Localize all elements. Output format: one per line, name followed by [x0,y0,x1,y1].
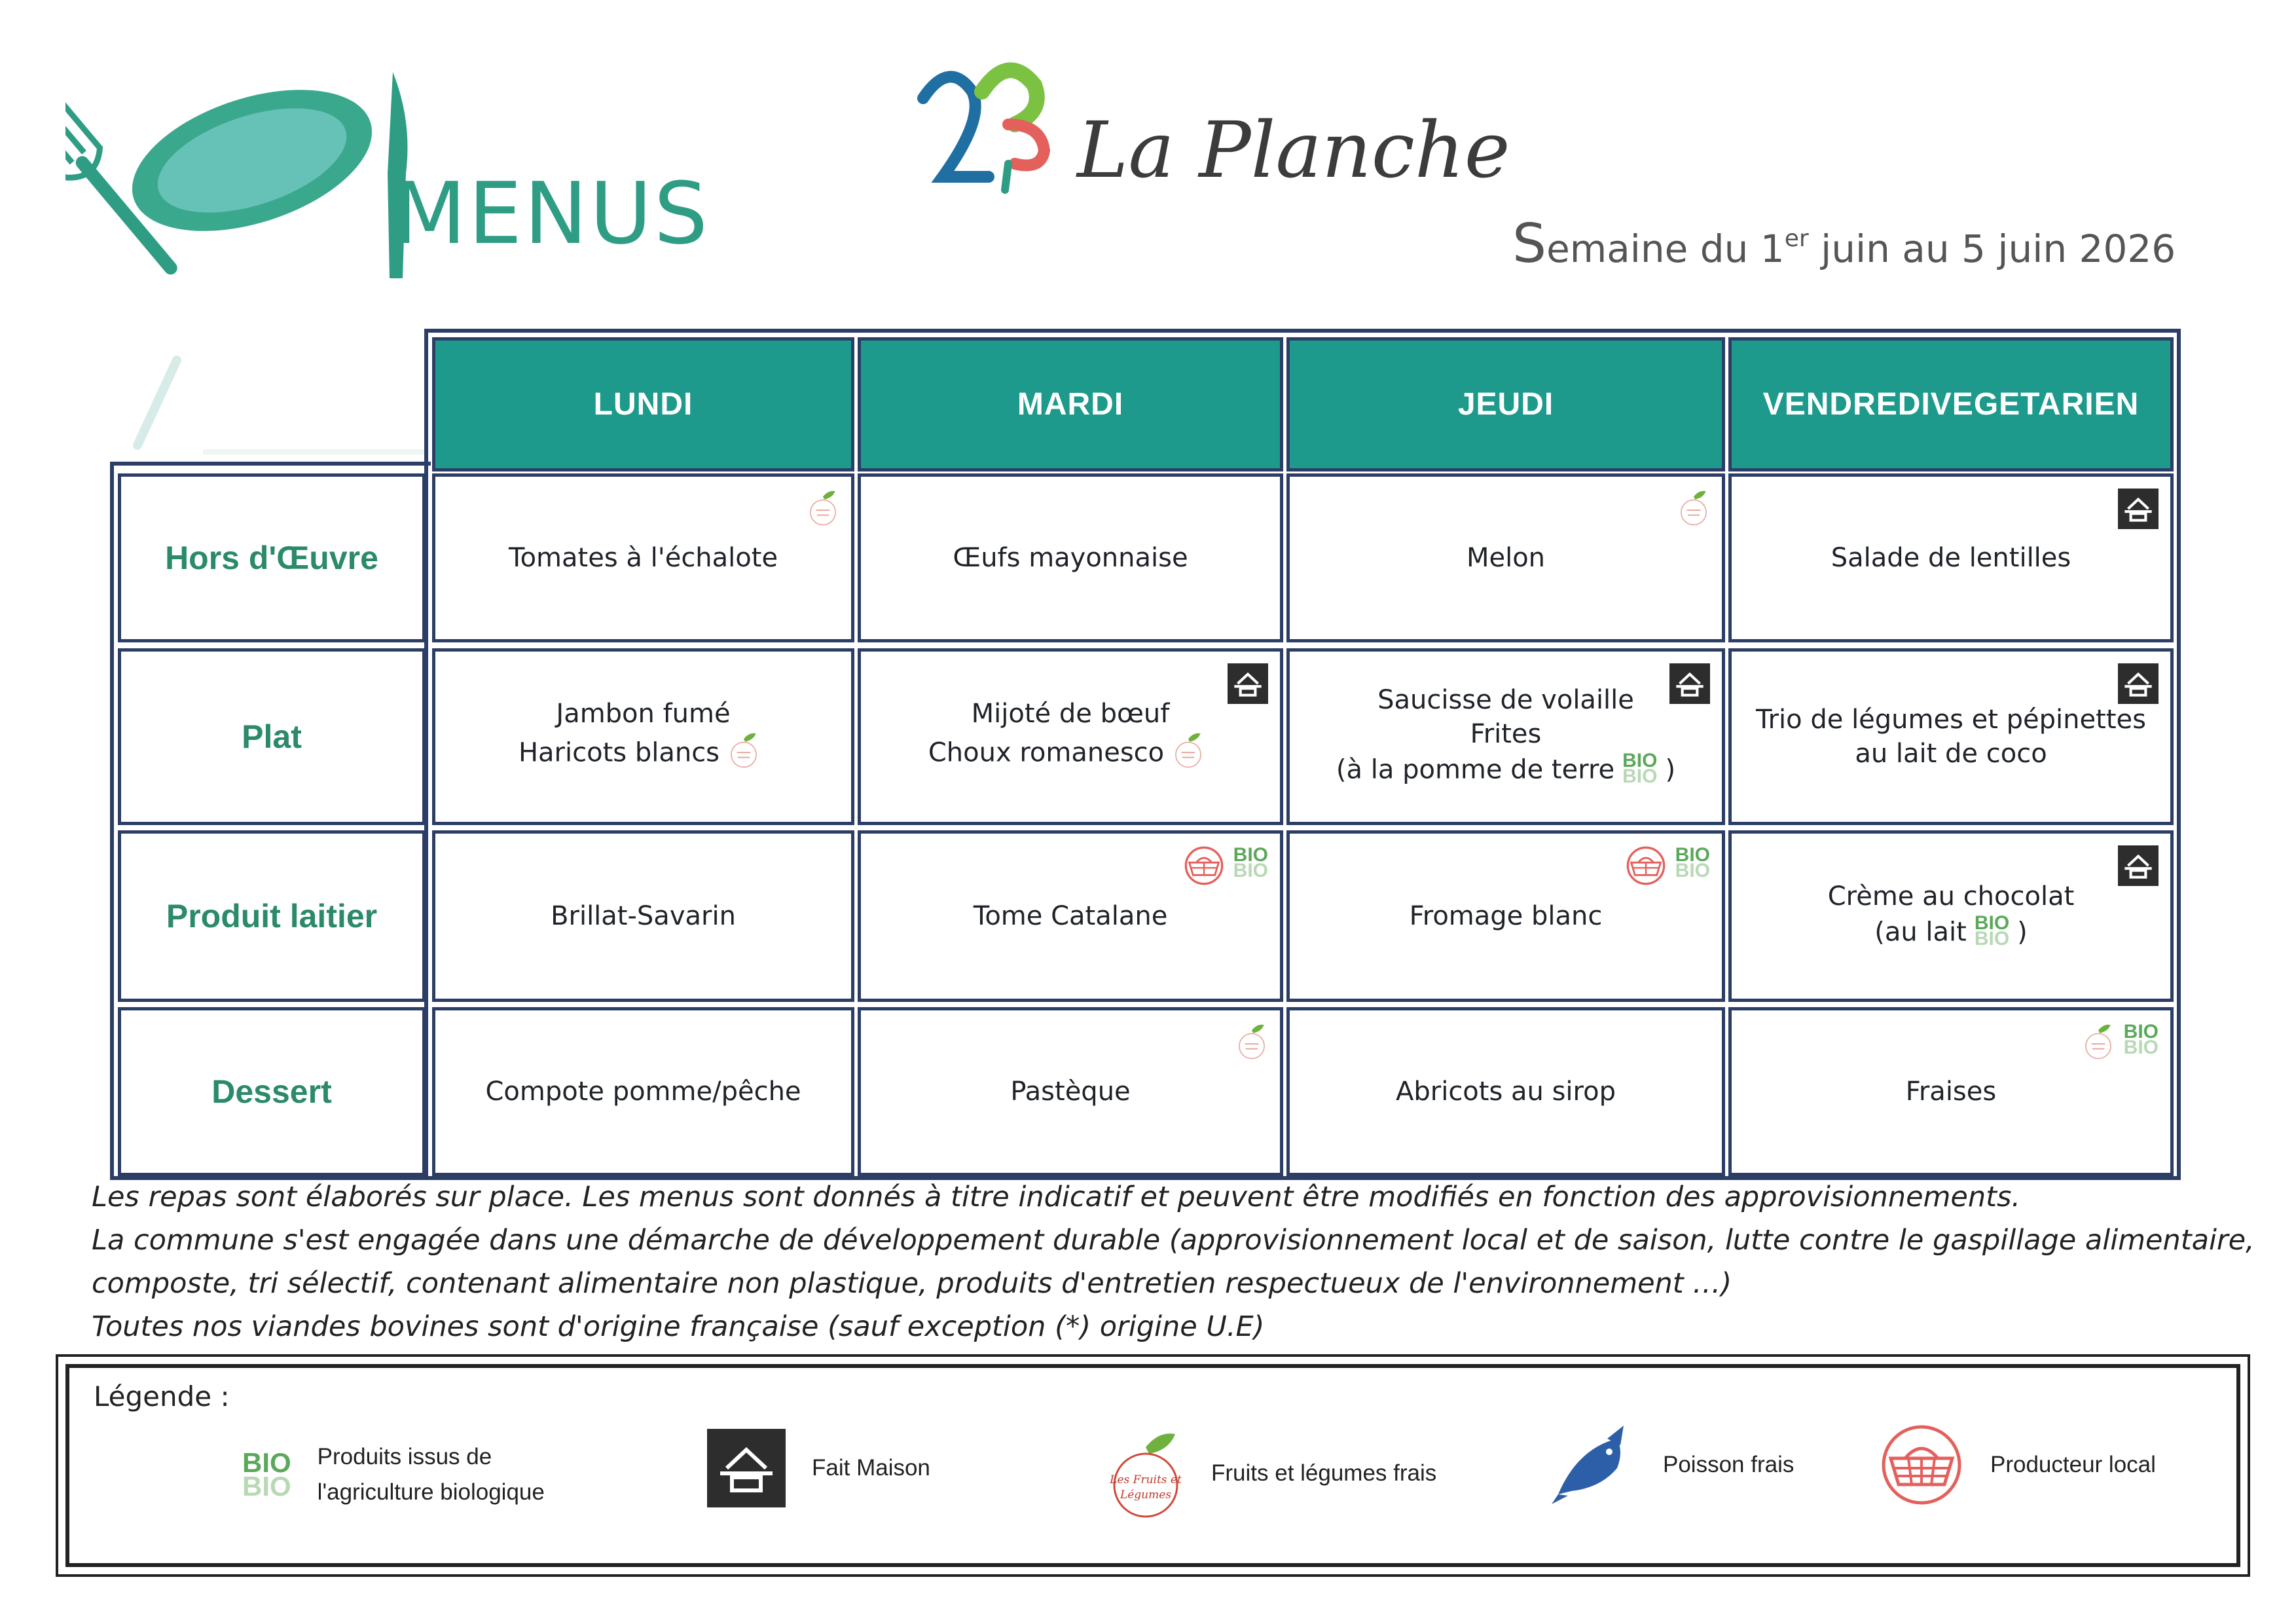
menu-cell [1286,473,1725,642]
cell-badges [1184,845,1268,886]
dish-line [1756,737,2146,771]
legend-item-label: Fait Maison [812,1454,930,1481]
fait-maison-icon [2118,489,2159,529]
day-header [1728,337,2174,471]
legend-item-fruits-legumes [1106,1428,1436,1519]
dish-name: Tome Catalane [973,901,1168,931]
menu-cell [1286,830,1725,1002]
dish-text [1831,541,2071,575]
legend-title: Légende : [94,1380,230,1412]
dish-name: Pastèque [1010,1077,1131,1107]
cell-badges [807,489,839,526]
cell-badges [1235,1022,1268,1060]
dish-line [519,697,768,731]
note-line: La commune s'est engagée dans une démarche de développement durable (approvisionnement local et de saison, lutte contre le gaspillage alimentaire, [92,1224,2255,1257]
fruit-legume-icon [1235,1022,1268,1060]
menu-cell [1728,473,2174,642]
fruit-icon-text: Les Fruits et [1110,1473,1182,1486]
legend-item-label: Poisson frais [1663,1451,1795,1477]
cell-badges [1669,663,1710,704]
dish-name: Haricots blancs [518,737,720,767]
bio-icon-shadow: BIO [2123,1037,2159,1058]
dish-line [1906,1075,1996,1109]
dish-name: Compote pomme/pêche [485,1077,801,1107]
note-line: Toutes nos viandes bovines sont d'origine française (sauf exception (*) origine U.E) [92,1310,1265,1343]
cell-badges [2082,1022,2159,1060]
row-label-text: Produit laitier [166,898,378,934]
row-label [118,1007,426,1176]
legend-item-label [318,1439,545,1511]
faint-decoration [124,354,452,458]
dish-line [1010,1075,1130,1109]
dish-text [953,541,1188,575]
cell-badges [1228,663,1268,704]
la-planche-logo [910,52,1067,203]
menu-cell [858,1007,1283,1176]
dish-line [1828,913,2075,953]
dish-name: Mijoté de bœuf [971,698,1170,729]
dish-text [1396,1075,1616,1109]
menu-cell [432,473,854,642]
dish-line [1756,703,2146,737]
day-header-label: VENDREDI [1762,386,1931,422]
legend-item-bio [242,1439,545,1511]
dish-text [519,697,768,777]
legend-item-line: l'agriculture biologique [317,1479,545,1505]
dish-line [974,899,1168,933]
dish-text [974,899,1168,933]
dish-text [1336,683,1675,791]
dish-name: ) [1665,754,1676,784]
dish-name: Brillat-Savarin [551,901,736,931]
dish-line [928,697,1212,731]
dish-text [1828,879,2075,953]
dish-name: Crème au chocolat [1827,881,2075,912]
dish-text [551,899,736,933]
dish-name: Salade de lentilles [1831,543,2071,573]
menus-title-text: MENUS [393,164,710,263]
dish-line [1336,751,1675,791]
dish-line [1396,1075,1616,1109]
menu-cell [432,648,854,825]
dish-line [519,731,768,777]
bio-icon-shadow: BIO [1675,860,1710,881]
dish-name: Fromage blanc [1409,901,1603,931]
dish-name: Tomates à l'échalote [508,543,778,573]
inline-badge [727,731,760,777]
fait-maison-icon [2118,845,2159,886]
legend-item-label: Fruits et légumes frais [1211,1460,1437,1486]
dish-text [1756,703,2146,771]
dish-name: Frites [1470,718,1542,749]
dish-text [1906,1075,1996,1109]
fruit-icon-text: Légumes [1120,1488,1172,1502]
fish-icon [1552,1422,1637,1507]
dish-name: Œufs mayonnaise [953,543,1188,573]
dish-text [1467,541,1545,575]
dish-name: au lait de coco [1855,739,2047,769]
day-header-label: JEUDI [1457,386,1554,422]
bio-icon-shadow: BIO [1622,765,1658,787]
bio-icon: BIO BIO [1622,749,1658,787]
day-header-label: LUNDI [593,386,693,422]
note-line: composte, tri sélectif, contenant alimentaire non plastique, produits d'entretien respectueux de l'environnement …) [92,1267,1732,1300]
menu-cell [1728,830,2174,1002]
legend-item-producteur-local [1879,1422,2156,1507]
menu-cell [1728,648,2174,825]
menu-cell [858,473,1283,642]
week-line [1512,213,2176,275]
dish-line [1828,879,2075,913]
legend-item-line: Produits issus de [317,1444,492,1469]
week-line-suffix: juin au 5 juin 2026 [1808,227,2176,271]
bio-icon-shadow: BIO [1233,860,1268,881]
legend-item-fait-maison [707,1429,930,1507]
menu-cell [1286,648,1725,825]
legend-item-label: Producteur local [1990,1451,2156,1477]
row-label [118,648,426,825]
dish-name: (à la pomme de terre [1336,754,1615,784]
menu-cell [1728,1007,2174,1176]
day-header-label: MARDI [1017,386,1124,422]
cell-badges [2118,663,2159,704]
brand-name: La Planche [1077,105,1510,195]
plate-cutlery-logo [65,62,432,304]
dish-line [928,731,1212,777]
dish-line [1467,541,1545,575]
dish-text [509,541,778,575]
dish-name: Jambon fumé [556,698,731,729]
week-line-prefix: emaine du 1 [1546,227,1785,271]
producteur-local-icon [1879,1422,1964,1507]
dish-name: Trio de légumes et pépinettes [1756,705,2146,735]
inline-badge [1172,731,1205,777]
bio-icon: BIO BIO [2123,1021,2159,1058]
dish-text [1010,1075,1130,1109]
menu-cell [432,1007,854,1176]
fait-maison-icon [2118,663,2159,704]
inline-badge [1622,751,1657,791]
row-label-text: Plat [242,718,302,755]
dish-name: Melon [1466,543,1546,573]
row-label-text: Hors d'Œuvre [165,540,378,576]
dish-name: Fraises [1905,1077,1997,1107]
bio-icon: BIO BIO [1233,844,1268,881]
dish-text [485,1075,801,1109]
row-label [118,473,426,642]
bio-icon: BIO BIO [1974,912,2010,950]
menu-cell [858,830,1283,1002]
dish-text [1410,899,1603,933]
dish-name: Choux romanesco [928,737,1165,767]
day-header [432,337,854,471]
producteur-local-icon [1184,845,1224,886]
cell-badges [2118,845,2159,886]
row-label [118,830,426,1002]
bio-icon: BIO BIO [242,1447,291,1502]
dish-line [1410,899,1603,933]
dish-name: Saucisse de volaille [1377,684,1634,715]
dish-line [509,541,778,575]
dish-line [551,899,736,933]
fruit-legume-icon [2082,1022,2115,1060]
fait-maison-icon [1669,663,1710,704]
dish-name: (au lait [1874,917,1967,947]
cell-badges [1626,845,1710,886]
legend-item-poisson [1552,1422,1794,1507]
fruit-legume-icon [1172,731,1205,769]
week-line-initial: S [1512,213,1547,275]
fait-maison-icon [1228,663,1268,704]
dish-line [1336,683,1675,717]
dish-line [1336,717,1675,751]
dish-line [1831,541,2071,575]
day-header-label: VEGETARIEN [1930,386,2140,422]
notes [92,1175,2255,1348]
fruit-legume-icon [1677,489,1710,526]
fruit-legume-icon [727,731,760,769]
week-line-sup: er [1784,225,1809,252]
dish-line [485,1075,801,1109]
dish-text [928,697,1212,777]
note-line: Les repas sont élaborés sur place. Les menus sont donnés à titre indicatif et peuvent être modifiés en fonction des approvisionnements. [92,1181,2021,1213]
menu-cell [432,830,854,1002]
fruits-legumes-icon [1106,1428,1185,1519]
menu-cell [1286,1007,1725,1176]
day-header [1286,337,1725,471]
bio-icon: BIO BIO [1675,844,1710,881]
cell-badges [1677,489,1710,526]
dish-name: ) [2017,917,2028,947]
fait-maison-icon [707,1429,786,1507]
producteur-local-icon [1626,845,1666,886]
dish-name: Abricots au sirop [1396,1077,1616,1107]
menus-title [393,164,710,263]
cell-badges [2118,489,2159,529]
inline-badge [1975,913,2009,953]
row-label-text: Dessert [211,1073,332,1110]
bio-icon-shadow: BIO [1974,927,2010,950]
fruit-legume-icon [807,489,839,526]
day-header [858,337,1283,471]
dish-line [953,541,1188,575]
menu-cell [858,648,1283,825]
